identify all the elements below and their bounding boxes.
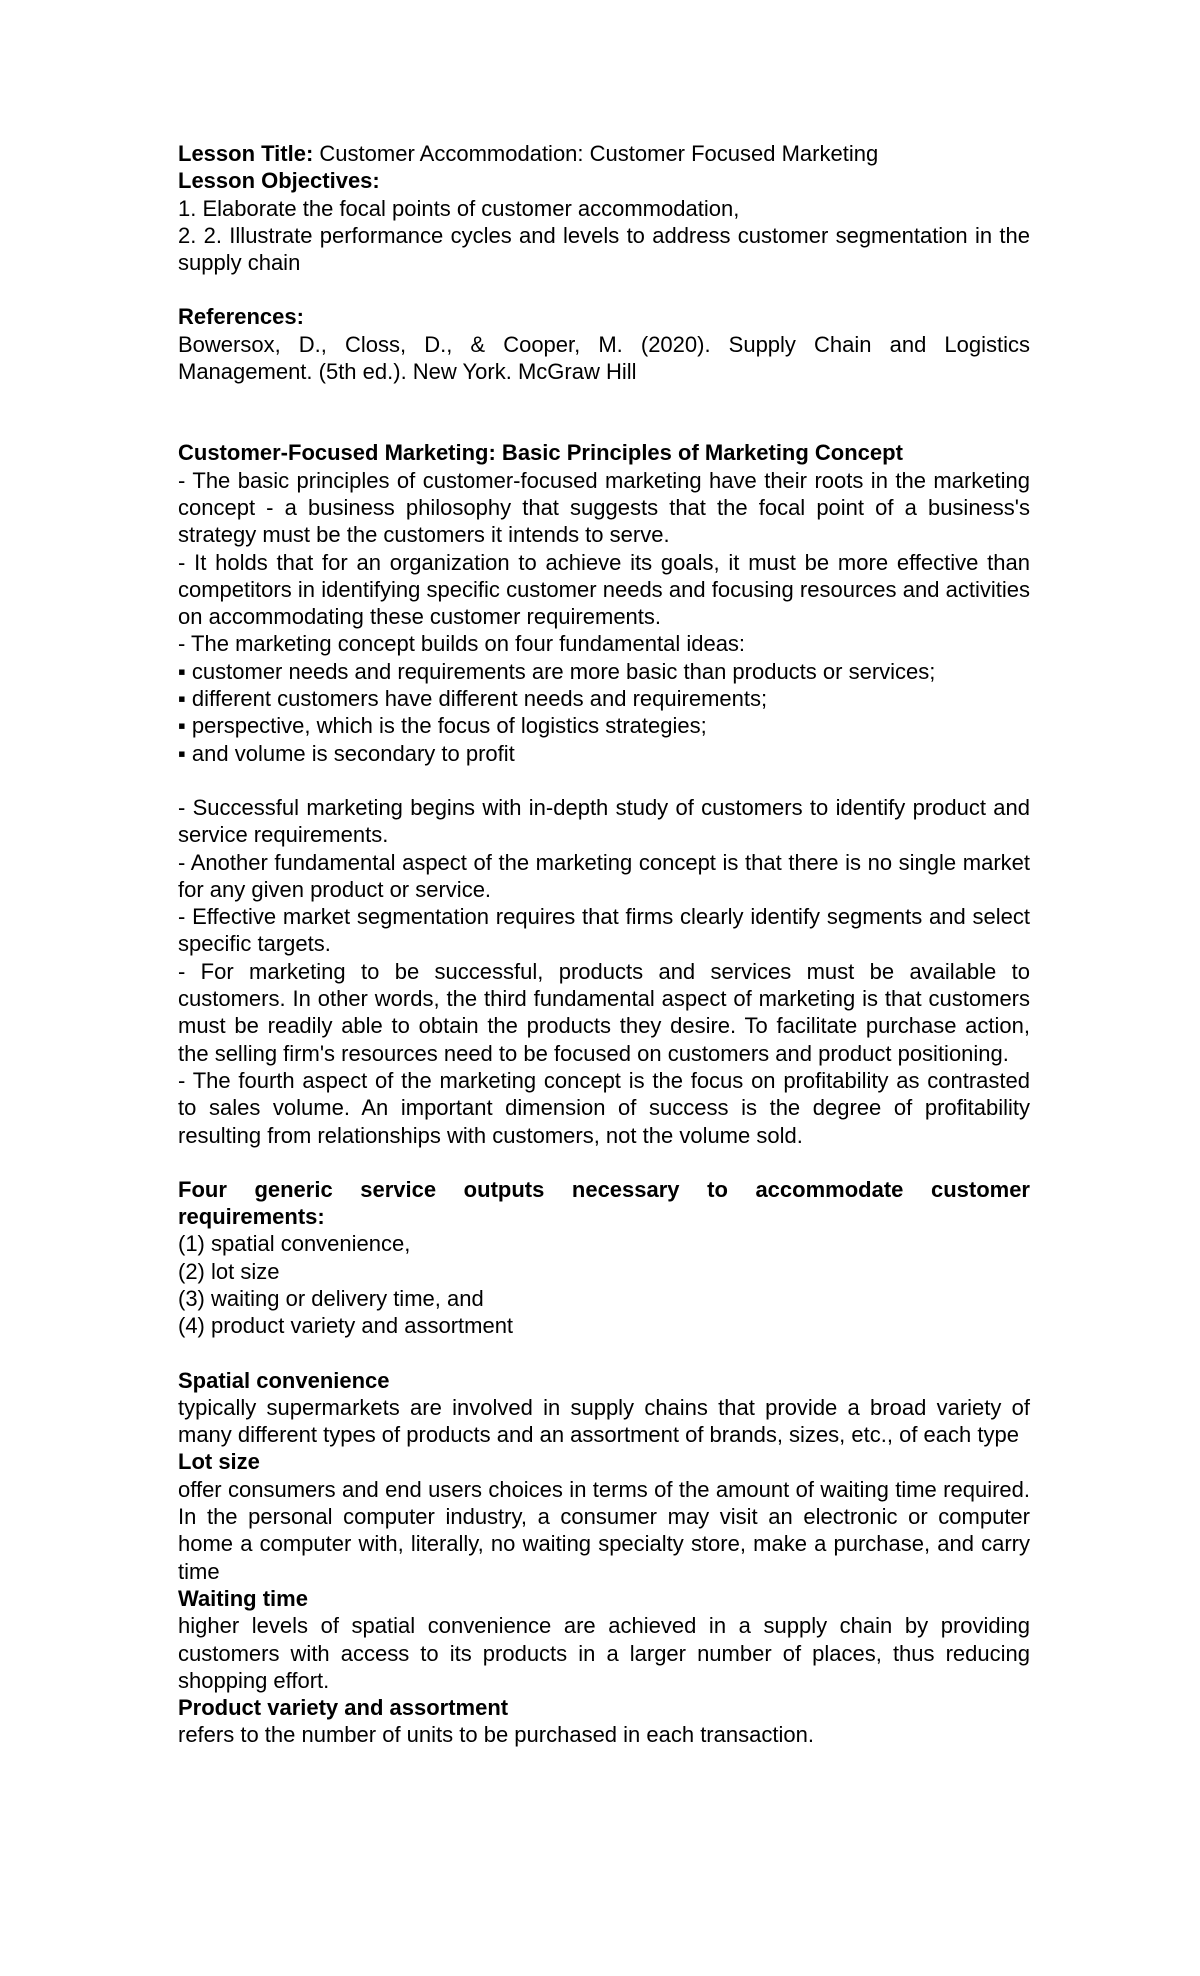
paragraph: - It holds that for an organization to achieve its goals, it must be more effective than competitors in identifying specific customer needs and focusing resources and activities on accommodating these customer requirements. — [178, 549, 1030, 630]
section-heading-service-outputs: Four generic service outputs necessary to accommodate customer requirements: — [178, 1176, 1030, 1230]
list-item: (1) spatial convenience, — [178, 1231, 411, 1257]
bullet-item: ▪ customer needs and requirements are more basic than products or services; — [178, 658, 936, 684]
document-page — [178, 140, 1030, 1749]
subheading-lot-size: Lot size — [178, 1449, 260, 1475]
lesson-title-label: Lesson Title: — [178, 141, 314, 166]
bullet-item: ▪ different customers have different needs and requirements; — [178, 686, 768, 712]
paragraph: offer consumers and end users choices in terms of the amount of waiting time required. In the personal computer industry, a consumer may visit an electronic or computer home a computer with, literally, no waiting specialty store, make a purchase, and carry time — [178, 1476, 1030, 1584]
paragraph: refers to the number of units to be purchased in each transaction. — [178, 1722, 814, 1748]
list-item: (2) lot size — [178, 1258, 280, 1284]
subheading-spatial-convenience: Spatial convenience — [178, 1367, 390, 1393]
objective-item: 2. 2. Illustrate performance cycles and levels to address customer segmentation in the supply chain — [178, 222, 1030, 276]
paragraph: - The marketing concept builds on four fundamental ideas: — [178, 631, 746, 657]
paragraph: - Successful marketing begins with in-depth study of customers to identify product and service requirements. — [178, 794, 1030, 848]
list-item: (3) waiting or delivery time, and — [178, 1285, 484, 1311]
lesson-objectives-label: Lesson Objectives: — [178, 168, 380, 194]
subheading-waiting-time: Waiting time — [178, 1585, 308, 1611]
paragraph: higher levels of spatial convenience are achieved in a supply chain by providing customers with access to its products in a larger number of places, thus reducing shopping effort. — [178, 1613, 1030, 1693]
bullet-item: ▪ perspective, which is the focus of logistics strategies; — [178, 713, 707, 739]
subheading-product-variety: Product variety and assortment — [178, 1695, 509, 1721]
objective-item: 1. Elaborate the focal points of customer accommodation, — [178, 195, 740, 221]
paragraph: - Another fundamental aspect of the marketing concept is that there is no single market for any given product or service. — [178, 849, 1030, 902]
paragraph: - Effective market segmentation requires that firms clearly identify segments and select specific targets. — [178, 904, 1030, 957]
lesson-title-line — [178, 140, 1030, 167]
section-heading-marketing-concept: Customer-Focused Marketing: Basic Principles of Marketing Concept — [178, 440, 903, 466]
bullet-item: ▪ and volume is secondary to profit — [178, 740, 515, 766]
paragraph: - For marketing to be successful, products and services must be available to customers. In other words, the third fundamental aspect of marketing is that customers must be readily able to obtain the products they desire. To facilitate purchase action, the selling firm's resources need to be focused on customers and product positioning. — [178, 958, 1030, 1066]
paragraph: - The basic principles of customer-focused marketing have their roots in the marketing concept - a business philosophy that suggests that the focal point of a business's strategy must be the customers it intends to serve. — [178, 467, 1030, 548]
paragraph: - The fourth aspect of the marketing concept is the focus on profitability as contrasted to sales volume. An important dimension of success is the degree of profitability resulting from relationships with customers, not the volume sold. — [178, 1067, 1030, 1148]
list-item: (4) product variety and assortment — [178, 1313, 514, 1339]
paragraph: typically supermarkets are involved in supply chains that provide a broad variety of many different types of products and an assortment of brands, sizes, etc., of each type — [178, 1394, 1030, 1448]
reference-citation: Bowersox, D., Closs, D., & Cooper, M. (2020). Supply Chain and Logistics Management. (5th ed.). New York. McGraw Hill — [178, 331, 1030, 385]
lesson-title-text: Customer Accommodation: Customer Focused Marketing — [319, 141, 879, 166]
references-heading: References: — [178, 304, 304, 330]
